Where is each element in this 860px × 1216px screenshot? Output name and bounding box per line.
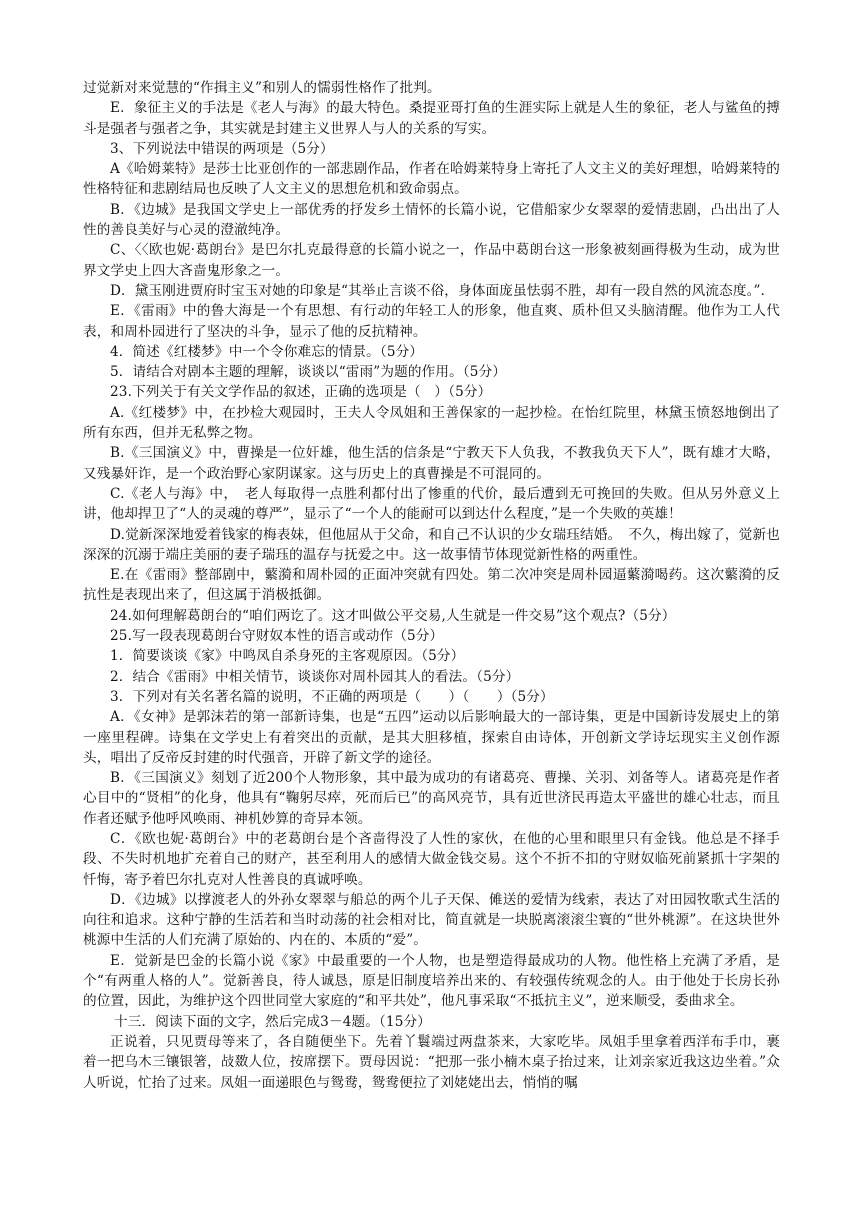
paragraph: 4．简述《红楼梦》中一个令你难忘的情景。（5分） <box>110 343 424 360</box>
paragraph: A．《女神》是郭沫若的第一部新诗集，也是“五四”运动以后影响最大的一部诗集，更是中国新诗发展史上的第一座里程碑。诗集在文学史上有着突出的贡献，是其大胆移植，探索自由诗体，开创新文学诗坛现实主义创作源头，唱出了反帝反封建的时代强音，开辟了新文学的途径。 <box>83 709 780 766</box>
paragraph: C．《欧也妮·葛朗台》中的老葛朗台是个吝啬得没了人性的家伙，在他的心里和眼里只有金钱。他总是不择手段、不失时机地扩充着自己的财产，甚至利用人的感情大做金钱交易。这个不折不扣的守财奴临死前紧抓十字架的忏悔，寄予着巴尔扎克对人性善良的真诚呼唤。 <box>83 830 780 888</box>
paragraph: 过觉新对来觉慧的“作揖主义”和别人的懦弱性格作了批判。 <box>83 80 441 96</box>
paragraph: D．黛玉刚进贾府时宝玉对她的印象是“其举止言谈不俗，身体面庞虽怯弱不胜，却有一段自然的风流态度。”． <box>110 282 775 299</box>
document-page <box>83 78 780 1093</box>
paragraph: B.《三国演义》中，曹操是一位奸雄，他生活的信条是“宁教天下人负我，不教我负天下人”，既有雄才大略，又残暴奸诈，是一个政治野心家阴谋家。这与历史上的真曹操是不可混同的。 <box>83 445 780 482</box>
paragraph: 24.如何理解葛朗台的“咱们两讫了。这才叫做公平交易,人生就是一件交易”这个观点?（5分） <box>110 607 676 624</box>
paragraph: E.在《雷雨》整部剧中，蘩漪和周朴园的正面冲突就有四处。第二次冲突是周朴园逼蘩漪喝药。这次蘩漪的反抗性是表现出来了，但这属于消极抵御。 <box>83 567 780 604</box>
paragraph: A《哈姆莱特》是莎士比亚创作的一部悲剧作品，作者在哈姆莱特身上寄托了人文主义的美好理想，哈姆莱特的性格特征和悲剧结局也反映了人文主义的思想危机和致命弱点。 <box>83 161 780 198</box>
paragraph: B．《边城》是我国文学史上一部优秀的抒发乡土情怀的长篇小说，它借船家少女翠翠的爱情悲剧，凸出出了人性的善良美好与心灵的澄澈纯净。 <box>83 201 780 239</box>
paragraph: 正说着，只见贾母等来了，各自随便坐下。先着丫鬟端过两盘茶来，大家吃毕。凤姐手里拿着西洋布手巾，裹着一把乌木三镶银箸，敁敪人位，按席摆下。贾母因说：“把那一张小楠木桌子抬过来，让刘亲家近我这边坐着。”众人听说，忙抬了过来。凤姐一面递眼色与鸳鸯，鸳鸯便拉了刘姥姥出去，悄悄的嘱 <box>83 1033 780 1091</box>
paragraph: 3、下列说法中错误的两项是（5分） <box>110 140 334 157</box>
paragraph: 2．结合《雷雨》中相关情节，谈谈你对周朴园其人的看法。（5分） <box>110 668 520 685</box>
paragraph: E．《雷雨》中的鲁大海是一个有思想、有行动的年轻工人的形象，他直爽、质朴但又头脑清醒。他作为工人代表，和周朴园进行了坚决的斗争，显示了他的反抗精神。 <box>83 303 780 340</box>
paragraph: 3．下列对有关名著名篇的说明，不正确的两项是（ ）（ ）（5分） <box>110 688 554 705</box>
paragraph: A.《红楼梦》中，在抄检大观园时，王夫人令凤姐和王善保家的一起抄检。在怡红院里，林黛玉愤怒地倒出了所有东西，但并无私弊之物。 <box>83 404 780 442</box>
paragraph: D．《边城》以撑渡老人的外孙女翠翠与船总的两个儿子天保、傩送的爱情为线索，表达了对田园牧歌式生活的向往和追求。这种宁静的生活若和当时动荡的社会相对比，简直就是一块脱离滚滚尘寰的“世外桃源”。在这块世外桃源中生活的人们充满了原始的、内在的、本质的“爱”。 <box>83 891 780 949</box>
paragraph: C、〈〈欧也妮·葛朗台》是巴尔扎克最得意的长篇小说之一，作品中葛朗台这一形象被刻画得极为生动，成为世界文学史上四大吝啬鬼形象之一。 <box>83 242 780 279</box>
paragraph: E．觉新是巴金的长篇小说《家》中最重要的一个人物，也是塑造得最成功的人物。他性格上充满了矛盾，是个“有两重人格的人”。觉新善良，待人诚恳，原是旧制度培养出来的、有较强传统观念的人。由于他处于长房长孙的位置，因此，为维护这个四世同堂大家庭的“和平共处”，他凡事采取“不抵抗主义”，逆来顺受，委曲求全。 <box>83 952 780 1010</box>
paragraph: 1．简要谈谈《家》中鸣凤自杀身死的主客观原因。（5分） <box>110 648 465 665</box>
paragraph: E．象征主义的手法是《老人与海》的最大特色。桑提亚哥打鱼的生涯实际上就是人生的象征，老人与鲨鱼的搏斗是强者与强者之争，其实就是封建主义世界人与人的关系的写实。 <box>83 100 780 137</box>
paragraph: B．《三国演义》刻划了近200个人物形象，其中最为成功的有诸葛亮、曹操、关羽、刘备等人。诸葛亮是作者心目中的“贤相”的化身，他具有“鞠躬尽瘁，死而后已”的高风亮节，具有近世济民再造太平盛世的雄心壮志，而且作者还赋予他呼风唤雨、神机妙算的奇异本领。 <box>83 770 780 827</box>
paragraph: 十三．阅读下面的文字，然后完成3－4题。（15分） <box>114 1013 432 1030</box>
paragraph: 25.写一段表现葛朗台守财奴本性的语言或动作（5分） <box>110 628 444 645</box>
paragraph: D.觉新深深地爱着钱家的梅表妹，但他屈从于父命，和自己不认识的少女瑞珏结婚。 不久，梅出嫁了，觉新也深深的沉溺于端庄美丽的妻子瑞珏的温存与抚爱之中。这一故事情节体现觉新性格的两重性。 <box>83 526 780 563</box>
paragraph: 5．请结合对剧本主题的理解，谈谈以“雷雨”为题的作用。（5分） <box>110 364 507 381</box>
paragraph: 23.下列关于有关文学作品的叙述，正确的选项是（ ）（5分） <box>110 384 492 401</box>
paragraph: C.《老人与海》中， 老人每取得一点胜利都付出了惨重的代价，最后遭到无可挽回的失败。但从另外意义上讲，他却捍卫了“人的灵魂的尊严”，显示了“一个人的能耐可以到达什么程度，”是一个失败的英雄！ <box>83 485 780 523</box>
